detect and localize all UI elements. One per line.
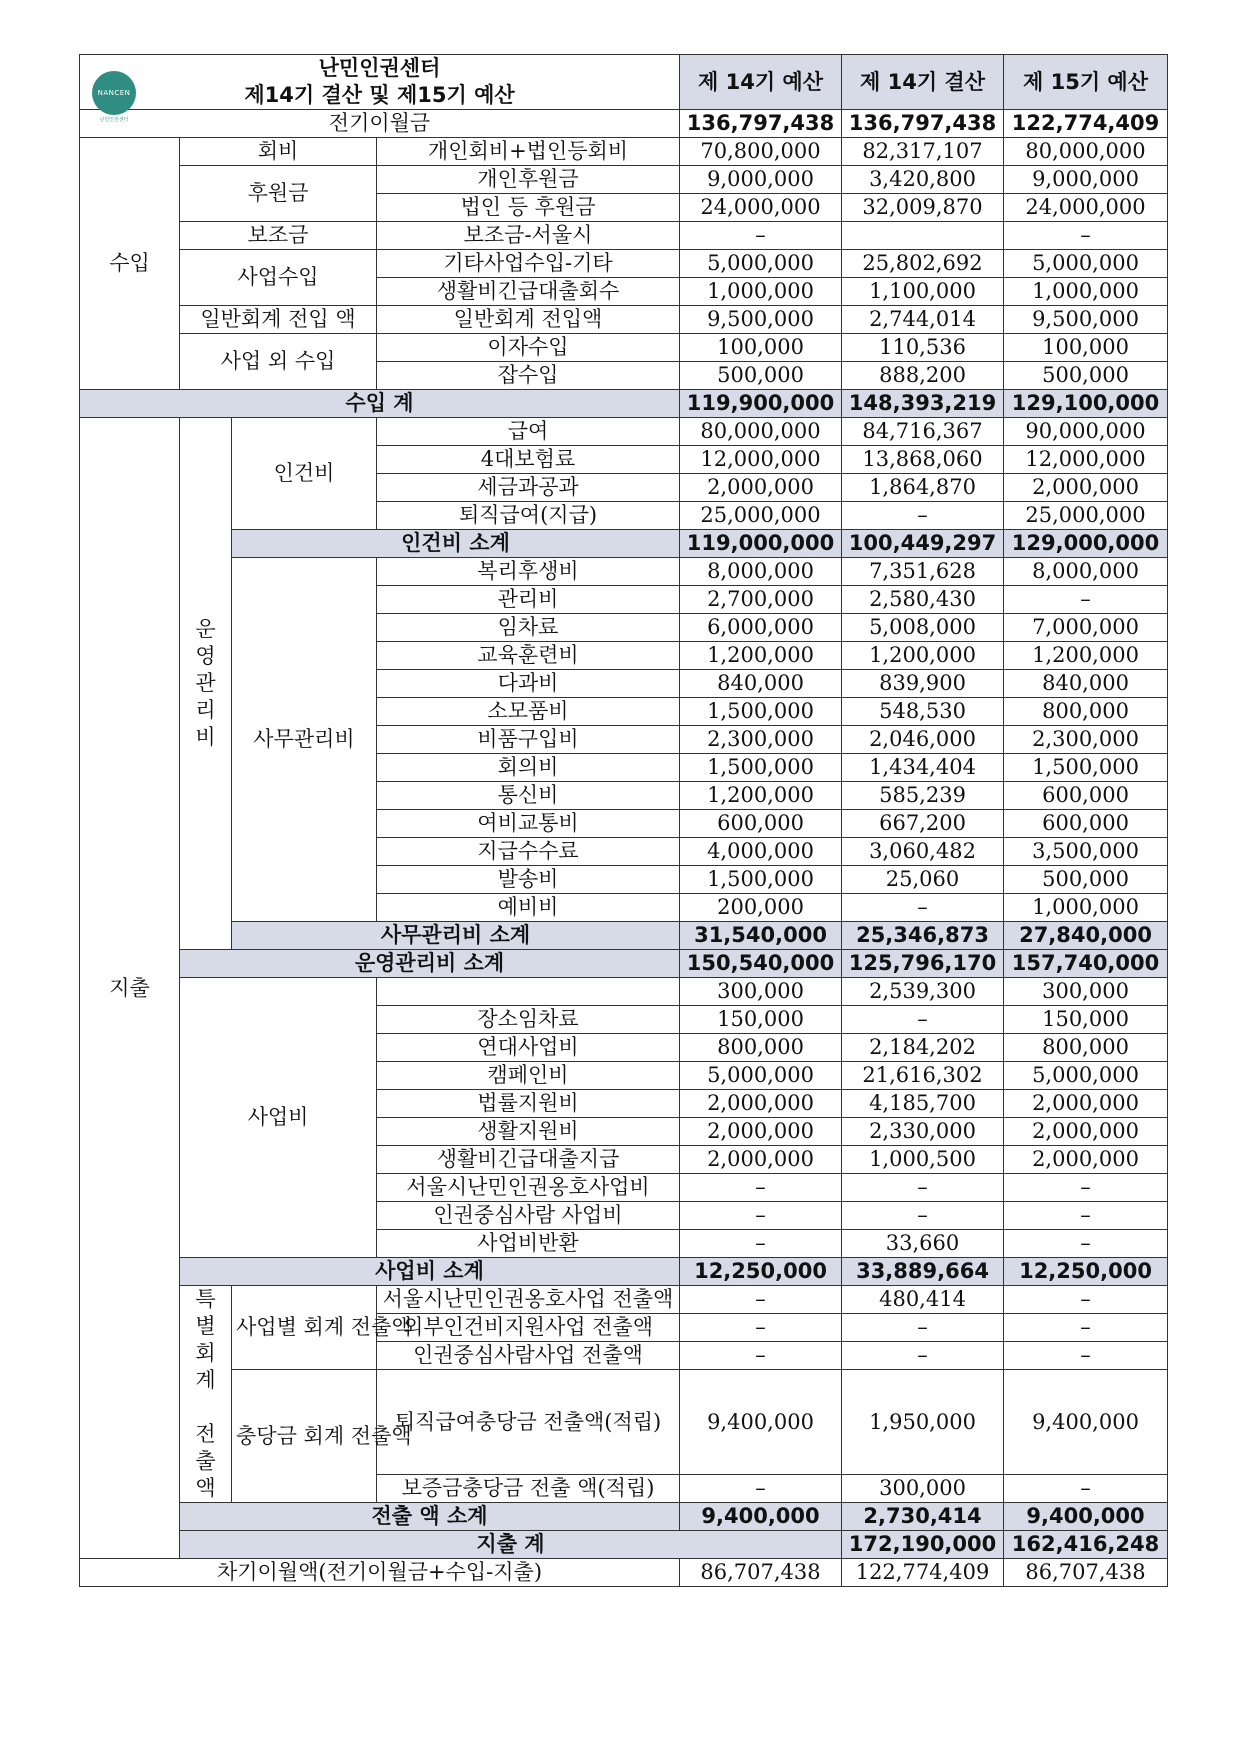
group-label: 회비 xyxy=(180,138,377,166)
special-subtotal-row xyxy=(80,1503,1168,1531)
table-row xyxy=(80,222,1168,250)
cell-value: 1,200,000 xyxy=(680,642,842,670)
cell-value: – xyxy=(842,894,1004,922)
logo-text: NANCEN xyxy=(97,89,131,97)
cell-value: 2,000,000 xyxy=(680,1118,842,1146)
item-label: 법률지원비 xyxy=(377,1090,680,1118)
cell-value: 129,000,000 xyxy=(1004,530,1168,558)
header-row xyxy=(80,55,1168,110)
cell-value: 1,200,000 xyxy=(842,642,1004,670)
row-label: 수입 계 xyxy=(80,390,680,418)
cell-value: – xyxy=(680,1342,842,1370)
item-label: 다과비 xyxy=(377,670,680,698)
cell-value: 148,393,219 xyxy=(842,390,1004,418)
cell-value: 840,000 xyxy=(680,670,842,698)
cell-value: 7,351,628 xyxy=(842,558,1004,586)
cell-value: 1,000,000 xyxy=(1004,894,1168,922)
item-label: 비품구입비 xyxy=(377,726,680,754)
cell-value: 157,740,000 xyxy=(1004,950,1168,978)
item-label: 개인후원금 xyxy=(377,166,680,194)
row-label: 전기이월금 xyxy=(80,110,680,138)
cell-value: 500,000 xyxy=(680,362,842,390)
section-label-expense: 지출 xyxy=(80,418,180,1559)
cell-value: 100,000 xyxy=(1004,334,1168,362)
cell-value: 667,200 xyxy=(842,810,1004,838)
cell-value: 200,000 xyxy=(680,894,842,922)
cell-value: 82,317,107 xyxy=(842,138,1004,166)
item-label: 연대사업비 xyxy=(377,1034,680,1062)
table-row xyxy=(80,978,1168,1006)
group-label: 일반회계 전입 액 xyxy=(180,306,377,334)
cell-value: – xyxy=(1004,586,1168,614)
cell-value: 25,802,692 xyxy=(842,250,1004,278)
cell-value: 122,774,409 xyxy=(1004,110,1168,138)
cell-value: 2,000,000 xyxy=(1004,474,1168,502)
cell-value: 9,400,000 xyxy=(1004,1503,1168,1531)
cell-value: 1,500,000 xyxy=(680,866,842,894)
item-label: 이자수입 xyxy=(377,334,680,362)
cell-value: 25,000,000 xyxy=(1004,502,1168,530)
cell-value: 480,414 xyxy=(842,1286,1004,1314)
cell-value: 70,800,000 xyxy=(680,138,842,166)
cell-value: – xyxy=(1004,1342,1168,1370)
cell-value: 12,250,000 xyxy=(1004,1258,1168,1286)
cell-value: 1,434,404 xyxy=(842,754,1004,782)
table-row xyxy=(80,1559,1168,1587)
cell-value: – xyxy=(1004,1202,1168,1230)
cell-value: – xyxy=(842,502,1004,530)
business-subtotal-row xyxy=(80,1258,1168,1286)
item-label: 인권중심사람사업 전출액 xyxy=(377,1342,680,1370)
cell-value: 300,000 xyxy=(1004,978,1168,1006)
cell-value: – xyxy=(1004,1230,1168,1258)
cell-value: 9,000,000 xyxy=(1004,166,1168,194)
cell-value: 119,000,000 xyxy=(680,530,842,558)
item-label: 서울시난민인권옹호사업 전출액 xyxy=(377,1286,680,1314)
item-label: 회의비 xyxy=(377,754,680,782)
cell-value: 8,000,000 xyxy=(1004,558,1168,586)
cell-value: 24,000,000 xyxy=(680,194,842,222)
item-label: 지급수수료 xyxy=(377,838,680,866)
cell-value: 25,346,873 xyxy=(842,922,1004,950)
cell-value: 31,540,000 xyxy=(680,922,842,950)
cell-value: – xyxy=(680,222,842,250)
section-label-income: 수입 xyxy=(80,138,180,390)
special-label-top: 특 별 회 계 xyxy=(195,1287,216,1392)
cell-value: 2,300,000 xyxy=(1004,726,1168,754)
cell-value: 2,730,414 xyxy=(842,1503,1004,1531)
special-label xyxy=(180,1286,232,1503)
cell-value: 24,000,000 xyxy=(1004,194,1168,222)
item-label: 발송비 xyxy=(377,866,680,894)
cell-value: – xyxy=(680,1475,842,1503)
cell-value: – xyxy=(680,1174,842,1202)
personnel-subtotal-row xyxy=(80,530,1168,558)
cell-value: 2,000,000 xyxy=(1004,1146,1168,1174)
cell-value: – xyxy=(842,1006,1004,1034)
item-label: 세금과공과 xyxy=(377,474,680,502)
item-label: 복리후생비 xyxy=(377,558,680,586)
cell-value: 4,000,000 xyxy=(680,838,842,866)
cell-value: 1,000,000 xyxy=(1004,278,1168,306)
cell-value: 2,539,300 xyxy=(842,978,1004,1006)
table-row xyxy=(80,334,1168,362)
cell-value: 500,000 xyxy=(1004,362,1168,390)
cell-value: 80,000,000 xyxy=(680,418,842,446)
cell-value: 5,000,000 xyxy=(680,1062,842,1090)
cell-value: 2,580,430 xyxy=(842,586,1004,614)
cell-value: 8,000,000 xyxy=(680,558,842,586)
cell-value: 32,009,870 xyxy=(842,194,1004,222)
cell-value: 9,400,000 xyxy=(680,1503,842,1531)
cell-value: 21,616,302 xyxy=(842,1062,1004,1090)
special-label-bottom: 전 출 액 xyxy=(195,1422,216,1500)
column-header: 제 14기 예산 xyxy=(680,55,842,110)
title-line-2: 제14기 결산 및 제15기 예산 xyxy=(244,83,515,107)
cell-value: 2,000,000 xyxy=(680,1090,842,1118)
cell-value: 300,000 xyxy=(842,1475,1004,1503)
row-label: 사무관리비 소계 xyxy=(232,922,680,950)
operating-label xyxy=(180,418,232,950)
item-label: 생활비긴급대출지급 xyxy=(377,1146,680,1174)
cell-value: 150,000 xyxy=(680,1006,842,1034)
cell-value: 162,416,248 xyxy=(1004,1531,1168,1559)
cell-value: 2,300,000 xyxy=(680,726,842,754)
item-label: 교육훈련비 xyxy=(377,642,680,670)
cell-value: 150,540,000 xyxy=(680,950,842,978)
cell-value: 100,449,297 xyxy=(842,530,1004,558)
cell-value: 12,000,000 xyxy=(1004,446,1168,474)
item-label: 소모품비 xyxy=(377,698,680,726)
cell-value: 300,000 xyxy=(680,978,842,1006)
cell-value: 5,008,000 xyxy=(842,614,1004,642)
item-label: 관리비 xyxy=(377,586,680,614)
cell-value xyxy=(842,222,1004,250)
cell-value: 25,000,000 xyxy=(680,502,842,530)
cell-value: 600,000 xyxy=(1004,782,1168,810)
cell-value: 1,100,000 xyxy=(842,278,1004,306)
cell-value: 33,889,664 xyxy=(842,1258,1004,1286)
cell-value: – xyxy=(680,1314,842,1342)
cell-value: 2,000,000 xyxy=(1004,1090,1168,1118)
item-label: 통신비 xyxy=(377,782,680,810)
cell-value: 3,500,000 xyxy=(1004,838,1168,866)
cell-value: 2,330,000 xyxy=(842,1118,1004,1146)
cell-value: 2,000,000 xyxy=(680,1146,842,1174)
item-label: 급여 xyxy=(377,418,680,446)
cell-value: – xyxy=(1004,1314,1168,1342)
table-row xyxy=(80,110,1168,138)
cell-value: 6,000,000 xyxy=(680,614,842,642)
cell-value: 600,000 xyxy=(1004,810,1168,838)
cell-value: 5,000,000 xyxy=(1004,1062,1168,1090)
item-label: 퇴직급여충당금 전출액(적립) xyxy=(377,1370,680,1475)
item-label: 캠페인비 xyxy=(377,1062,680,1090)
cell-value: – xyxy=(842,1342,1004,1370)
cell-value: 100,000 xyxy=(680,334,842,362)
cell-value: 9,400,000 xyxy=(680,1370,842,1475)
cell-value: – xyxy=(1004,1475,1168,1503)
table-row xyxy=(80,166,1168,194)
cell-value: – xyxy=(842,1202,1004,1230)
item-label: 인권중심사람 사업비 xyxy=(377,1202,680,1230)
row-label: 지출 계 xyxy=(180,1531,842,1559)
budget-document xyxy=(79,54,1167,1587)
table-row xyxy=(80,1286,1168,1314)
cell-value: 9,500,000 xyxy=(1004,306,1168,334)
cell-value: 1,500,000 xyxy=(680,754,842,782)
row-label: 운영관리비 소계 xyxy=(180,950,680,978)
cell-value: 1,864,870 xyxy=(842,474,1004,502)
item-label: 퇴직급여(지급) xyxy=(377,502,680,530)
row-label: 인건비 소계 xyxy=(232,530,680,558)
cell-value: – xyxy=(842,1174,1004,1202)
cell-value: 2,744,014 xyxy=(842,306,1004,334)
item-label: 보조금-서울시 xyxy=(377,222,680,250)
budget-table xyxy=(79,54,1168,1587)
item-label: 기타사업수입-기타 xyxy=(377,250,680,278)
item-label: 외부인건비지원사업 전출액 xyxy=(377,1314,680,1342)
cell-value: – xyxy=(1004,222,1168,250)
cell-value: 5,000,000 xyxy=(1004,250,1168,278)
cell-value: 122,774,409 xyxy=(842,1559,1004,1587)
expense-total-row xyxy=(80,1531,1168,1559)
item-label: 보증금충당금 전출 액(적립) xyxy=(377,1475,680,1503)
cell-value: 136,797,438 xyxy=(842,110,1004,138)
operating-label-text: 운 영 관 리 비 xyxy=(195,617,216,749)
table-row xyxy=(80,558,1168,586)
cell-value: 9,500,000 xyxy=(680,306,842,334)
cell-value: 4,185,700 xyxy=(842,1090,1004,1118)
group-label: 인건비 xyxy=(232,418,377,530)
item-label xyxy=(377,978,680,1006)
group-label: 충당금 회계 전출액 xyxy=(232,1370,377,1503)
item-label: 잡수입 xyxy=(377,362,680,390)
cell-value: 5,000,000 xyxy=(680,250,842,278)
group-label: 후원금 xyxy=(180,166,377,222)
office-subtotal-row xyxy=(80,922,1168,950)
cell-value: 119,900,000 xyxy=(680,390,842,418)
group-label: 사업별 회계 전출액 xyxy=(232,1286,377,1370)
table-row xyxy=(80,418,1168,446)
cell-value: 33,660 xyxy=(842,1230,1004,1258)
cell-value: – xyxy=(680,1286,842,1314)
cell-value: 585,239 xyxy=(842,782,1004,810)
item-label: 개인회비+법인등회비 xyxy=(377,138,680,166)
cell-value: 86,707,438 xyxy=(1004,1559,1168,1587)
row-label: 전출 액 소계 xyxy=(180,1503,680,1531)
item-label: 임차료 xyxy=(377,614,680,642)
cell-value: 548,530 xyxy=(842,698,1004,726)
cell-value: 7,000,000 xyxy=(1004,614,1168,642)
cell-value: – xyxy=(680,1230,842,1258)
group-label: 사무관리비 xyxy=(232,558,377,922)
cell-value: 84,716,367 xyxy=(842,418,1004,446)
cell-value: 172,190,000 xyxy=(842,1531,1004,1559)
cell-value: 1,500,000 xyxy=(1004,754,1168,782)
cell-value: 800,000 xyxy=(680,1034,842,1062)
item-label: 생활비긴급대출회수 xyxy=(377,278,680,306)
item-label: 여비교통비 xyxy=(377,810,680,838)
item-label: 예비비 xyxy=(377,894,680,922)
row-label: 차기이월액(전기이월금+수입-지출) xyxy=(80,1559,680,1587)
cell-value: 800,000 xyxy=(1004,698,1168,726)
cell-value: 110,536 xyxy=(842,334,1004,362)
table-row xyxy=(80,250,1168,278)
group-label: 사업 외 수입 xyxy=(180,334,377,390)
cell-value: 9,000,000 xyxy=(680,166,842,194)
cell-value: 150,000 xyxy=(1004,1006,1168,1034)
table-row xyxy=(80,306,1168,334)
cell-value: 80,000,000 xyxy=(1004,138,1168,166)
cell-value: 888,200 xyxy=(842,362,1004,390)
cell-value: 2,184,202 xyxy=(842,1034,1004,1062)
logo xyxy=(92,71,136,115)
group-label: 사업비 xyxy=(180,978,377,1258)
cell-value: 90,000,000 xyxy=(1004,418,1168,446)
item-label: 사업비반환 xyxy=(377,1230,680,1258)
cell-value: 125,796,170 xyxy=(842,950,1004,978)
column-header: 제 15기 예산 xyxy=(1004,55,1168,110)
cell-value: 3,060,482 xyxy=(842,838,1004,866)
cell-value: 800,000 xyxy=(1004,1034,1168,1062)
item-label: 장소임차료 xyxy=(377,1006,680,1034)
row-label: 사업비 소계 xyxy=(180,1258,680,1286)
cell-value: 1,200,000 xyxy=(1004,642,1168,670)
logo-caption: 난민인권센터 xyxy=(99,117,129,123)
cell-value: 1,950,000 xyxy=(842,1370,1004,1475)
cell-value: 1,500,000 xyxy=(680,698,842,726)
cell-value: – xyxy=(1004,1174,1168,1202)
cell-value: – xyxy=(1004,1286,1168,1314)
income-total-row xyxy=(80,390,1168,418)
cell-value: 136,797,438 xyxy=(680,110,842,138)
item-label: 법인 등 후원금 xyxy=(377,194,680,222)
cell-value: – xyxy=(680,1202,842,1230)
cell-value: – xyxy=(842,1314,1004,1342)
cell-value: 840,000 xyxy=(1004,670,1168,698)
table-row xyxy=(80,138,1168,166)
cell-value: 9,400,000 xyxy=(1004,1370,1168,1475)
cell-value: 1,200,000 xyxy=(680,782,842,810)
cell-value: 12,000,000 xyxy=(680,446,842,474)
cell-value: 27,840,000 xyxy=(1004,922,1168,950)
cell-value: 500,000 xyxy=(1004,866,1168,894)
item-label: 서울시난민인권옹호사업비 xyxy=(377,1174,680,1202)
cell-value: 2,000,000 xyxy=(680,474,842,502)
item-label: 일반회계 전입액 xyxy=(377,306,680,334)
cell-value: 839,900 xyxy=(842,670,1004,698)
title-line-1: 난민인권센터 xyxy=(318,56,441,80)
group-label: 사업수입 xyxy=(180,250,377,306)
table-row xyxy=(80,1370,1168,1475)
cell-value: 2,000,000 xyxy=(1004,1118,1168,1146)
cell-value: 1,000,500 xyxy=(842,1146,1004,1174)
cell-value: 86,707,438 xyxy=(680,1559,842,1587)
group-label: 보조금 xyxy=(180,222,377,250)
cell-value: 2,046,000 xyxy=(842,726,1004,754)
cell-value: 2,700,000 xyxy=(680,586,842,614)
item-label: 생활지원비 xyxy=(377,1118,680,1146)
cell-value: 25,060 xyxy=(842,866,1004,894)
cell-value: 129,100,000 xyxy=(1004,390,1168,418)
column-header: 제 14기 결산 xyxy=(842,55,1004,110)
operating-subtotal-row xyxy=(80,950,1168,978)
cell-value: 12,250,000 xyxy=(680,1258,842,1286)
cell-value: 13,868,060 xyxy=(842,446,1004,474)
cell-value: 1,000,000 xyxy=(680,278,842,306)
cell-value: 3,420,800 xyxy=(842,166,1004,194)
cell-value: 600,000 xyxy=(680,810,842,838)
item-label: 4대보험료 xyxy=(377,446,680,474)
